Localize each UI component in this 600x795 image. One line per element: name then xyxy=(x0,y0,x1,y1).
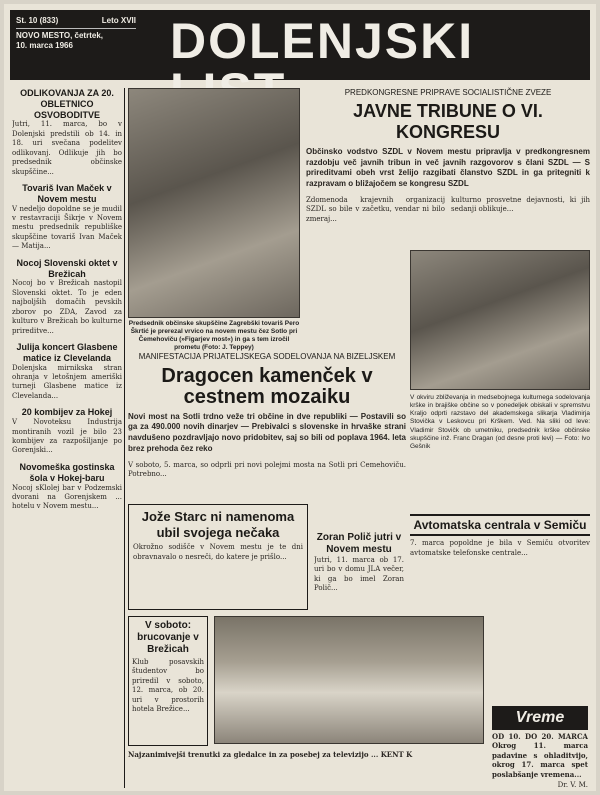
brucovanje-article xyxy=(128,616,208,746)
article-text: Okrožno sodišče v Novem mestu je te dni obravnavalo o nesreči, do katere je prišlo... xyxy=(133,543,303,561)
article-headline: Jože Starc ni namenoma ubil svojega nečaka xyxy=(141,509,295,540)
article-text: Jutri, 11. marca ob 17. uri bo v domu JLA večer, ki ga bo imel Zoran Polič... xyxy=(314,556,404,593)
article-heading: Nocoj Slovenski oktet v Brežicah xyxy=(16,257,118,279)
article-text: V Novoteksu Industrija montiranih vozil je bilo 23 kombijev za razpošiljanje po Gorenjski... xyxy=(12,418,122,455)
article-text: Nocoj sKlolej bar v Podzemski dvorani na Gorenjskem ... hotelu v Novem mestu... xyxy=(12,483,122,511)
article-headline: Avtomatska centrala v Semiču xyxy=(410,514,590,536)
article-text: 7. marca popoldne je bila v Semiču otvoritev avtomatske telefonske centrale... xyxy=(410,539,590,557)
left-article-5 xyxy=(12,462,122,512)
weather-header: Vreme xyxy=(492,706,588,730)
mozaik-article xyxy=(128,352,406,521)
officials-photo xyxy=(410,250,590,390)
left-article-2 xyxy=(12,258,122,336)
article-heading: Novomeška gostinska šola v Hokej-baru xyxy=(19,461,115,483)
article-lead: Občinsko vodstvo SZDL v Novem mestu pripravlja v predkongresnem razdobju več javnih tribun in več javnih razgovorov s člani SZDL — S prireditvami obeh vrst želijo razgibati članstvo SZDL in ga pritegniti k razpravam o bližajočem se kongresu SZDL xyxy=(306,146,590,189)
masthead xyxy=(10,10,590,80)
weather-box xyxy=(492,732,588,782)
left-article-0 xyxy=(12,88,122,177)
article-heading: Tovariš Ivan Maček v Novem mestu xyxy=(22,183,112,204)
newspaper-title: DOLENJSKI xyxy=(170,13,475,69)
article-headline: Dragocen kamenček v cestnem mozaiku xyxy=(161,364,373,408)
photo-caption: V okviru zbliževanja in medsebojnega kulturnega sodelovanja krške in brajiške občine so v ponedeljek obiskali v spremstvu Kraljo odprti razstavo del akademskega slikarja Vladimirja Stovička v Leskovcu pri Krškem. Ved. Na sliki od leve: Vladimir Stovičk ob umetniku, predsednik krške občinske skupščine inž. Franc Dragan (od desne proti levi) — Foto: Ivo Gešnik xyxy=(410,394,590,450)
signature: Dr. V. M. xyxy=(557,781,588,789)
hockey-photo xyxy=(214,616,484,744)
left-article-1 xyxy=(12,183,122,252)
ribbon-cutting-photo xyxy=(128,88,300,318)
article-headline: V soboto: brucovanje v Brežicah xyxy=(137,620,199,655)
issue-number: St. 10 (833) xyxy=(16,16,59,25)
left-article-4 xyxy=(12,407,122,456)
article-kicker: PREDKONGRESNE PRIPRAVE SOCIALISTIČNE ZVEZE xyxy=(344,88,552,97)
article-text: Jutri, 11. marca, bo v Dolenjski predstili ob 14. in 18. uri svečana podelitev odlikovanj. Odlikuje jih bo predsednik občinske skupščine... xyxy=(12,120,122,176)
article-heading: 20 kombijev za Hokej xyxy=(21,407,113,418)
article-heading: Julija koncert Glasbene matice iz Clevelanda xyxy=(16,342,118,363)
starc-article xyxy=(128,504,308,610)
photo-caption: Predsednik občinske skupščine Zagrebški tovariš Pero Škrtić je prerezal vrvico na novem mestu čez Sotlo pri Čemehoviču (»Figarjev most«) in ga s tem izročil prometu (Foto: J. Teppey) xyxy=(128,320,300,352)
masthead-meta xyxy=(16,16,136,51)
article-text: Klub posavskih študentov bo priredil v soboto, 12. marca, ob 20. uri v prostorih hotela Brežice... xyxy=(132,658,204,714)
left-column xyxy=(12,88,122,788)
year-label: Leto XVII xyxy=(101,16,136,25)
issue-date: 10. marca 1966 xyxy=(16,41,73,50)
article-text: Dolenjska mirnikska stran ohranja v letošnjem ameriški turneji Glasbene matice iz Clevelanda... xyxy=(12,363,122,400)
weather-text: OD 10. DO 20. MARCA Okrog 11. marca padavine s ohladitvijo, okrog 17. marca spet poslabšanje vremena... xyxy=(492,732,588,779)
photo-caption: Najzanimivejši trenutki za gledalce in za posebej za televizijo ... KENT K xyxy=(128,750,413,759)
article-text: V soboto, 5. marca, so odprli pri novi polejmi mosta na Sotli pri Čemehoviču. Potrebno... xyxy=(128,460,406,479)
article-text: Zdomenoda krajevnih organizacij SZDL so bile v začetku, vendar ni bilo zmeraj... xyxy=(306,195,445,223)
article-kicker: MANIFESTACIJA PRIJATELJSKEGA SODELOVANJA NA BIZELJSKEM xyxy=(138,352,396,361)
newspaper-page xyxy=(4,4,596,791)
article-heading: ODLIKOVANJA ZA 20. OBLETNICO OSVOBODITVE xyxy=(20,88,114,120)
article-headline: JAVNE TRIBUNE O VI. KONGRESU xyxy=(353,100,543,143)
zoran-article xyxy=(314,532,404,612)
left-article-3 xyxy=(12,342,122,401)
article-text: kulturno prosvetne dejavnosti, ki jih sedanji oblikuje... xyxy=(451,195,590,214)
article-lead: Novi most na Sotli trdno veže tri občine in dve republiki — Postavili so ga za 490.000 novih dinarjev — Prebivalci s slovenske in hrvaške strani navdušeno pozdravljajo novo pridobitev, saj so bili od poplava 1964. leta brez prehoda čez reko xyxy=(128,411,406,453)
article-headline: Zoran Polič jutri v Novem mestu xyxy=(316,532,402,555)
place-date: NOVO MESTO, četrtek, xyxy=(16,31,103,40)
article-text: Nocoj bo v Brežicah nastopil Slovenski oktet. To je eden najboljših domačih pevskih zborov po ZDA, Zavod za kulturo v Brežicah bo kulturne prireditve... xyxy=(12,279,122,335)
column-divider xyxy=(124,88,125,788)
article-text: V nedeljo dopoldne se je mudil v restavraciji Šikrje v Novem mestu predsednik republiške skupščine tovariš Ivan Maček — Matija... xyxy=(12,204,122,251)
